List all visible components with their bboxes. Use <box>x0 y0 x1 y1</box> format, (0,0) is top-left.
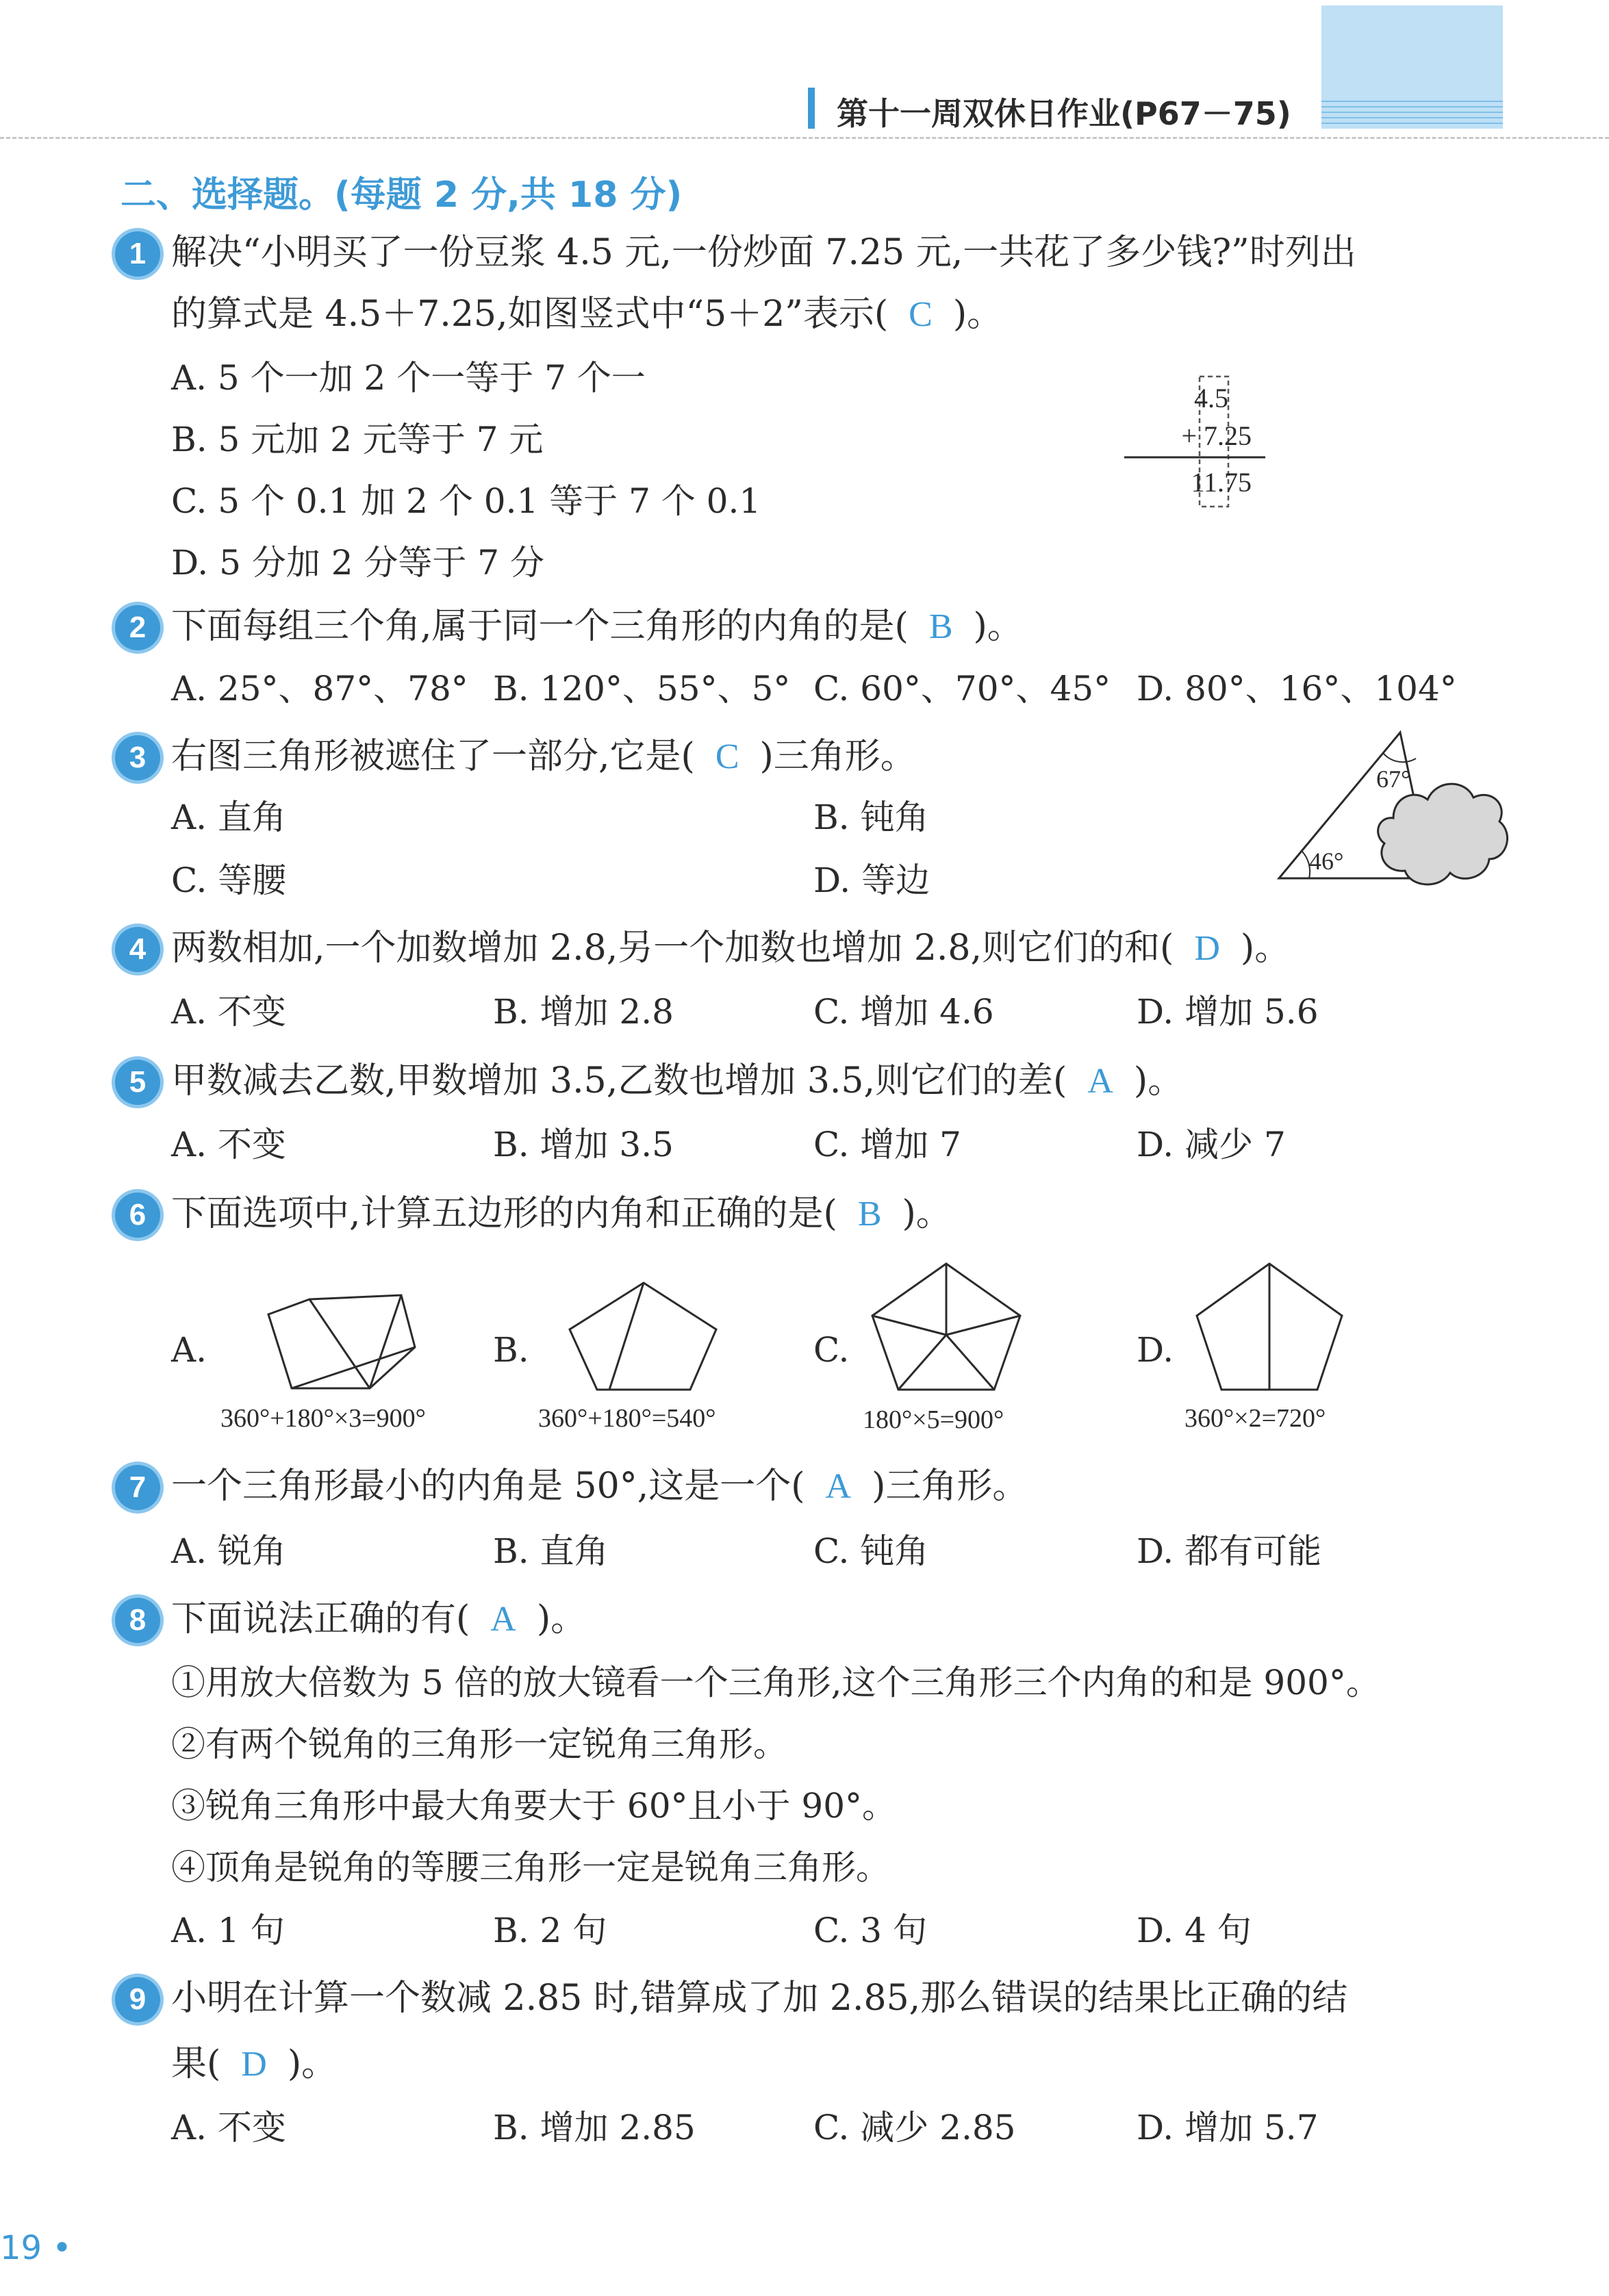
question-6-option-c: C. <box>813 1330 850 1370</box>
question-8-option-d: D. 4 句 <box>1137 1911 1252 1950</box>
question-9-answer: D <box>241 2045 267 2084</box>
question-7-option-c: C. 钝角 <box>813 1531 929 1571</box>
question-4-option-b: B. 增加 2.8 <box>493 992 674 1032</box>
question-8-statement-2: ②有两个锐角的三角形一定锐角三角形。 <box>171 1724 787 1764</box>
question-1-option-b: B. 5 元加 2 元等于 7 元 <box>171 420 544 459</box>
pentagon-b <box>561 1277 726 1401</box>
question-9-stem-line2: 果( D )。 <box>171 2043 338 2084</box>
question-7-answer: A <box>825 1467 852 1506</box>
question-1-stem-line1: 解决“小明买了一份豆浆 4.5 元,一份炒面 7.25 元,一共花了多少钱?”时列出 <box>171 232 1356 273</box>
question-9-option-d: D. 增加 5.7 <box>1137 2108 1319 2147</box>
vertical-addition-figure <box>1109 370 1274 513</box>
figure-row-1: 4.5 <box>1194 383 1228 413</box>
question-2-answer: B <box>928 607 953 646</box>
question-9-stem-line1: 小明在计算一个数减 2.85 时,错算成了加 2.85,那么错误的结果比正确的结 <box>171 1978 1348 2019</box>
question-number-badge: 6 <box>115 1192 160 1238</box>
angle-46-label: 46° <box>1309 847 1344 875</box>
question-4-option-a: A. 不变 <box>171 992 286 1032</box>
question-7-option-b: B. 直角 <box>493 1531 609 1571</box>
question-5-option-d: D. 减少 7 <box>1137 1125 1286 1164</box>
question-6-option-b: B. <box>493 1330 529 1370</box>
header-stripes <box>1321 5 1503 129</box>
question-3-stem: 右图三角形被遮住了一部分,它是( C )三角形。 <box>171 736 916 777</box>
question-7-option-a: A. 锐角 <box>171 1531 286 1571</box>
question-6-caption-a: 360°+180°×3=900° <box>220 1404 426 1433</box>
cloud-cover <box>1378 784 1508 884</box>
header-title: 第十一周双休日作业(P67－75) <box>837 95 1291 132</box>
question-6-option-d: D. <box>1137 1330 1174 1370</box>
question-8-statement-3: ③锐角三角形中最大角要大于 60°且小于 90°。 <box>171 1786 897 1826</box>
question-6-caption-c: 180°×5=900° <box>863 1405 1004 1434</box>
question-number-badge: 7 <box>115 1465 160 1510</box>
question-4-stem: 两数相加,一个加数增加 2.8,另一个加数也增加 2.8,则它们的和( D )。 <box>171 928 1291 969</box>
question-4-option-d: D. 增加 5.6 <box>1137 992 1319 1032</box>
question-7-stem: 一个三角形最小的内角是 50°,这是一个( A )三角形。 <box>171 1466 1028 1507</box>
question-4-answer: D <box>1194 929 1220 968</box>
figure-row-2: + 7.25 <box>1181 420 1252 451</box>
question-number-badge: 2 <box>115 605 160 650</box>
question-2-option-c: C. 60°、70°、45° <box>813 669 1111 709</box>
question-6-option-a: A. <box>171 1330 207 1370</box>
question-9-option-b: B. 增加 2.85 <box>493 2108 696 2147</box>
question-3-option-d: D. 等边 <box>813 860 930 900</box>
question-8-option-a: A. 1 句 <box>171 1911 285 1950</box>
question-2-option-d: D. 80°、16°、104° <box>1137 669 1457 709</box>
question-7-option-d: D. 都有可能 <box>1137 1531 1322 1571</box>
header-divider <box>0 137 1609 139</box>
question-2-option-a: A. 25°、87°、78° <box>171 669 468 709</box>
question-5-option-c: C. 增加 7 <box>813 1125 961 1164</box>
question-6-caption-d: 360°×2=720° <box>1184 1404 1326 1433</box>
question-5-option-a: A. 不变 <box>171 1125 286 1164</box>
page-number: 19 • <box>0 2229 72 2267</box>
angle-67-label: 67° <box>1376 765 1411 793</box>
question-8-answer: A <box>490 1600 516 1639</box>
question-3-answer: C <box>715 737 739 776</box>
question-9-option-a: A. 不变 <box>171 2108 286 2147</box>
figure-row-3: 11.75 <box>1191 467 1252 498</box>
question-number-badge: 3 <box>115 735 160 780</box>
question-2-option-b: B. 120°、55°、5° <box>493 669 791 709</box>
question-6-answer: B <box>857 1195 882 1234</box>
question-number-badge: 9 <box>115 1977 160 2022</box>
question-number-badge: 8 <box>115 1598 160 1643</box>
section-title: 二、选择题。(每题 2 分,共 18 分) <box>121 175 683 216</box>
question-3-option-c: C. 等腰 <box>171 860 287 900</box>
question-5-stem: 甲数减去乙数,甲数增加 3.5,乙数也增加 3.5,则它们的差( A )。 <box>171 1060 1184 1101</box>
question-number-badge: 4 <box>115 927 160 972</box>
question-9-option-c: C. 减少 2.85 <box>813 2108 1016 2147</box>
question-3-option-a: A. 直角 <box>171 798 286 837</box>
question-6-caption-b: 360°+180°=540° <box>538 1404 716 1433</box>
question-1-answer: C <box>909 295 933 334</box>
pentagon-a <box>260 1287 425 1396</box>
question-1-option-a: A. 5 个一加 2 个一等于 7 个一 <box>171 358 646 398</box>
question-8-statement-4: ④顶角是锐角的等腰三角形一定是锐角三角形。 <box>171 1848 890 1887</box>
question-4-option-c: C. 增加 4.6 <box>813 992 994 1032</box>
covered-triangle-figure <box>1260 726 1513 904</box>
header-accent-bar <box>808 88 815 129</box>
header-decoration-block <box>1321 5 1503 129</box>
question-1-option-d: D. 5 分加 2 分等于 7 分 <box>171 543 544 583</box>
question-8-option-c: C. 3 句 <box>813 1911 927 1950</box>
pentagon-c <box>864 1258 1028 1395</box>
question-1-stem-line2: 的算式是 4.5＋7.25,如图竖式中“5＋2”表示( C )。 <box>171 294 1003 335</box>
question-1-option-c: C. 5 个 0.1 加 2 个 0.1 等于 7 个 0.1 <box>171 481 761 521</box>
question-8-statement-1: ①用放大倍数为 5 倍的放大镜看一个三角形,这个三角形三个内角的和是 900°。 <box>171 1663 1380 1702</box>
pentagon-d <box>1191 1258 1349 1395</box>
question-8-stem: 下面说法正确的有( A )。 <box>171 1598 587 1640</box>
question-number-badge: 5 <box>115 1060 160 1105</box>
question-3-option-b: B. 钝角 <box>813 798 929 837</box>
question-number-badge: 1 <box>115 231 160 277</box>
question-5-answer: A <box>1087 1062 1113 1101</box>
question-6-stem: 下面选项中,计算五边形的内角和正确的是( B )。 <box>171 1193 952 1234</box>
question-2-stem: 下面每组三个角,属于同一个三角形的内角的是( B )。 <box>171 606 1023 647</box>
question-5-option-b: B. 增加 3.5 <box>493 1125 674 1164</box>
question-8-option-b: B. 2 句 <box>493 1911 607 1950</box>
